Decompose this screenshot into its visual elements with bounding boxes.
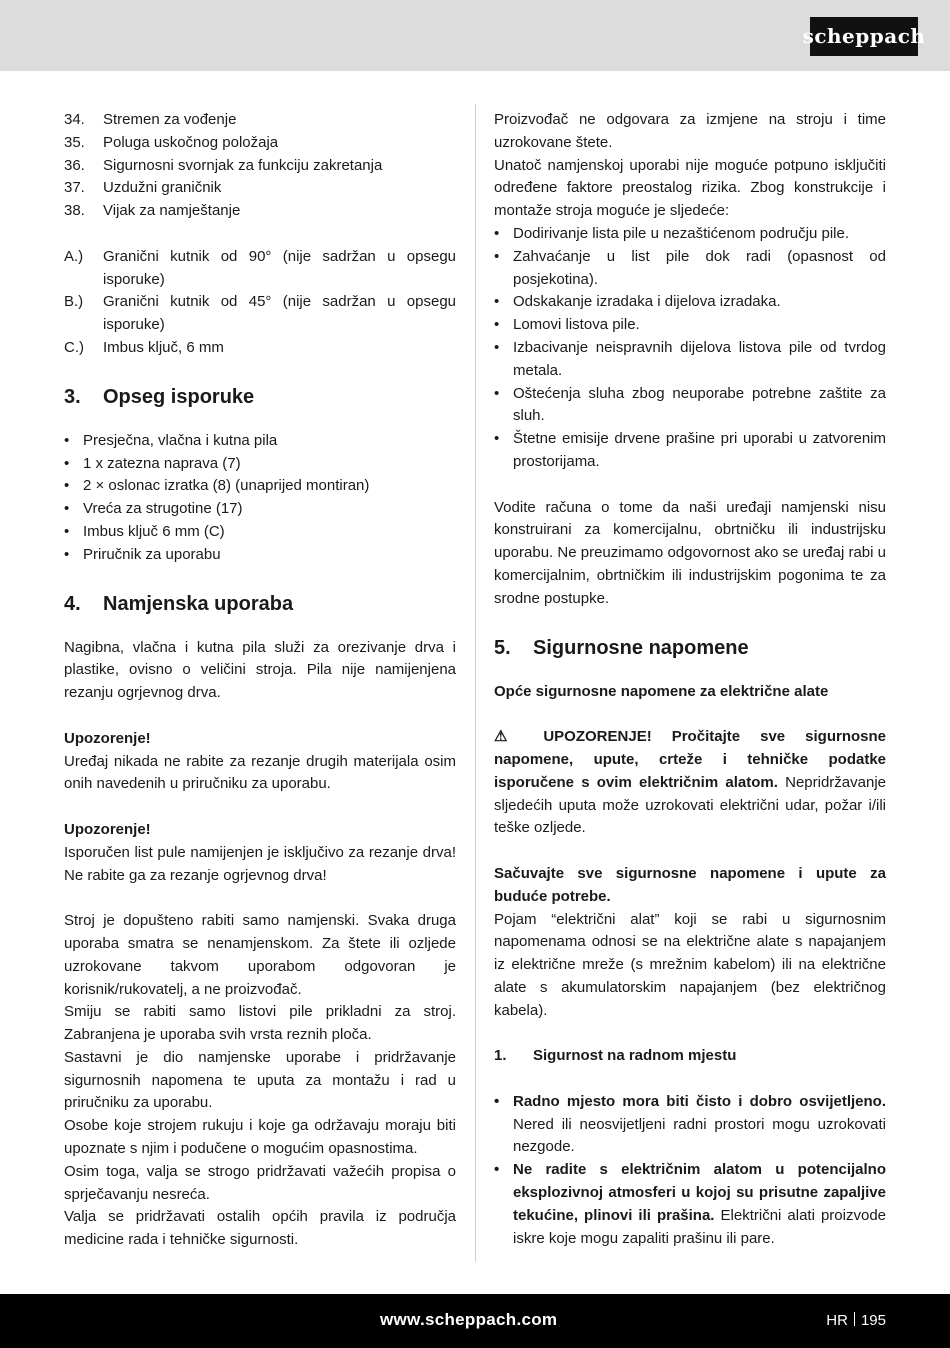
- bullet: •: [494, 293, 500, 311]
- body-paragraph: Osim toga, valja se strogo pridržavati važećih propisa o sprječavanju nesreća.: [64, 1162, 456, 1203]
- list-item: [494, 337, 886, 383]
- footer-bar: [0, 1294, 950, 1348]
- accessories-list-item: [64, 337, 456, 360]
- section-4-heading: [64, 591, 456, 617]
- item-bold-text: Radno mjesto mora biti čisto i dobro osvijetljeno.: [513, 1092, 886, 1110]
- logo-text: scheppach: [802, 24, 926, 49]
- warning-text: Isporučen list pule namijenjen je isključivo za rezanje drva! Ne rabite ga za rezanje ogrjevnog drva!: [64, 843, 456, 884]
- item-text: Oštećenja sluha zbog neuporabe potrebne zaštite za sluh.: [513, 384, 886, 425]
- item-text: Granični kutnik od 90° (nije sadržan u opsegu isporuke): [103, 247, 456, 288]
- parts-list-item: [64, 109, 456, 132]
- intended-use-paragraph: Nagibna, vlačna i kutna pila služi za orezivanje drva i plastike, ovisno o veličini stroja. Pila nije namijenjena rezanju ogrjevnog drva.: [64, 638, 456, 702]
- parts-list-item: [64, 155, 456, 178]
- item-text: Vreća za strugotine (17): [83, 500, 243, 518]
- item-text: 1 x zatezna naprava (7): [83, 454, 241, 472]
- item-number: 35.: [64, 133, 85, 151]
- bullet: •: [64, 454, 70, 472]
- item-text: Izbacivanje neispravnih dijelova listova pile od tvrdog metala.: [513, 338, 886, 379]
- item-number: 38.: [64, 202, 85, 220]
- item-text: 2 × oslonac izratka (8) (unaprijed montiran): [83, 477, 370, 495]
- warning-triangle-icon: ⚠: [494, 728, 524, 746]
- body-paragraph: Vodite računa o tome da naši uređaji namjenski nisu konstruirani za komercijalnu, obrtničku ili industrijsku uporabu. Ne preuzimamo odgovornost ako se uređaj rabi u komercijalnim, obrtničkim ili industrijskim pogonima te za srodne postupke.: [494, 498, 886, 607]
- accessories-list: [64, 246, 456, 360]
- accessories-list-item: [64, 291, 456, 337]
- item-letter: A.): [64, 247, 84, 265]
- separator: [854, 1312, 855, 1326]
- section-title: Opseg isporuke: [103, 385, 255, 408]
- item-text: Presječna, vlačna i kutna pila: [83, 431, 278, 449]
- item-number: 36.: [64, 156, 85, 174]
- warning-heading: Upozorenje!: [64, 729, 151, 747]
- body-paragraph: Unatoč namjenskoj uporabi nije moguće potpuno isključiti određene faktore preostalog rizika. Zbog konstrukcije i montaže stroja moguće je sljedeće:: [494, 156, 886, 220]
- item-text: Vijak za namještanje: [103, 202, 241, 220]
- bullet: •: [494, 224, 500, 242]
- item-text: Nered ili neosvijetljeni radni prostori mogu uzrokovati nezgode.: [513, 1115, 886, 1156]
- bullet: •: [494, 384, 500, 402]
- list-item: [64, 430, 456, 453]
- item-number: 34.: [64, 111, 85, 128]
- parts-list-item: [64, 177, 456, 200]
- subsection-title: Sigurnost na radnom mjestu: [533, 1047, 737, 1065]
- subsection-number: 1.: [494, 1047, 507, 1065]
- item-text: Lomovi listova pile.: [513, 316, 640, 334]
- item-text: Električni alati proizvode iskre koje mogu zapaliti prašinu ili pare.: [513, 1206, 887, 1247]
- item-text: Dodirivanje lista pile u nezaštićenom području pile.: [513, 224, 850, 242]
- residual-risks-list: [494, 223, 886, 474]
- body-paragraph: Osobe koje strojem rukuju i koje ga održavaju moraju biti upoznate s njim i podučene o mogućim opasnostima.: [64, 1117, 456, 1158]
- list-item: [64, 475, 456, 498]
- page-number: 195: [860, 1312, 886, 1329]
- bullet: •: [64, 522, 70, 540]
- list-item: [494, 291, 886, 314]
- body-paragraph: Smiju se rabiti samo listovi pile prikladni za stroj. Zabranjena je uporaba svih vrsta reznih ploča.: [64, 1003, 456, 1044]
- list-item: [494, 1091, 886, 1159]
- page-indicator: [826, 1310, 886, 1333]
- item-text: Sigurnosni svornjak za funkciju zakretanja: [103, 156, 383, 174]
- subsection-heading: [494, 1045, 886, 1068]
- item-text: Stremen za vođenje: [103, 111, 237, 128]
- item-text: Imbus ključ 6 mm (C): [83, 522, 225, 540]
- item-text: Zahvaćanje u list pile dok radi (opasnost od posjekotina).: [513, 247, 886, 288]
- item-letter: C.): [64, 338, 84, 356]
- section-subtitle: Opće sigurnosne napomene za električne alate: [494, 682, 829, 700]
- language-code: HR: [826, 1312, 848, 1329]
- list-item: [64, 498, 456, 521]
- delivery-scope-list: [64, 430, 456, 567]
- list-item: [494, 1159, 886, 1250]
- warning-bold-text: UPOZORENJE! Pročitajte sve sigurnosne napomene, upute, crteže i tehničke podatke isporučene s ovim električnim alatom.: [494, 728, 886, 791]
- bullet: •: [494, 247, 500, 265]
- item-text: Odskakanje izradaka i dijelova izradaka.: [513, 293, 781, 311]
- section-title: Sigurnosne napomene: [533, 636, 749, 659]
- list-item: [494, 223, 886, 246]
- list-item: [494, 314, 886, 337]
- item-text: Granični kutnik od 45° (nije sadržan u opsegu isporuke): [103, 293, 456, 334]
- parts-list-item: [64, 200, 456, 223]
- item-bold-text: Ne radite s električnim alatom u potencijalno eksplozivnoj atmosferi u kojoj su prisutne zapaljive tekućine, plinovi ili prašina.: [513, 1161, 886, 1224]
- list-item: [64, 521, 456, 544]
- bullet: •: [494, 1161, 500, 1179]
- section-3-heading: [64, 384, 456, 410]
- right-column: [494, 109, 886, 1250]
- keep-instructions-heading: Sačuvajte sve sigurnosne napomene i upute za buduće potrebe.: [494, 864, 886, 905]
- parts-list: [64, 109, 456, 223]
- bullet: •: [64, 431, 70, 449]
- section-5-heading: [494, 635, 886, 661]
- bullet: •: [64, 477, 70, 495]
- bullet: •: [64, 500, 70, 518]
- bullet: •: [494, 316, 500, 334]
- bullet: •: [494, 430, 500, 448]
- left-column: [64, 109, 456, 1252]
- item-number: 37.: [64, 179, 85, 197]
- body-paragraph: Proizvođač ne odgovara za izmjene na stroju i time uzrokovane štete.: [494, 111, 886, 151]
- warning-heading: Upozorenje!: [64, 820, 151, 838]
- bullet: •: [494, 338, 500, 356]
- body-paragraph: Stroj je dopušteno rabiti samo namjenski. Svaka druga uporaba smatra se nenamjenskom. Za štete ili ozljede uzrokovane takvom uporabom odgovoran je korisnik/rukovatelj, a ne proizvođač.: [64, 912, 456, 998]
- bullet: •: [494, 1092, 500, 1110]
- list-item: [64, 453, 456, 476]
- bullet: •: [64, 545, 70, 563]
- section-number: 5.: [494, 636, 511, 659]
- item-text: Uzdužni graničnik: [103, 179, 222, 197]
- item-letter: B.): [64, 293, 84, 311]
- section-number: 3.: [64, 385, 81, 408]
- body-paragraph: Pojam “električni alat” koji se rabi u sigurnosnim napomenama odnosi se na električne alate s napajanjem iz električne mreže (s mrežnim kabelom) ili na električne alate s akumulatorskim napajanjem (bez električnog kabela).: [494, 910, 886, 1019]
- item-text: Štetne emisije drvene prašine pri uporabi u zatvorenim prostorijama.: [513, 430, 886, 470]
- warning-text: Nepridržavanje sljedećih uputa može uzrokovati električni udar, požar i/ili teške ozljede.: [494, 773, 886, 837]
- item-text: Imbus ključ, 6 mm: [103, 338, 224, 356]
- body-paragraph: Sastavni je dio namjenske uporabe i pridržavanje sigurnosnih napomena te uputa za montažu i rad u priručniku za uporabu.: [64, 1048, 456, 1112]
- scheppach-logo: [802, 17, 926, 56]
- section-title: Namjenska uporaba: [103, 592, 294, 615]
- website-link[interactable]: www.scheppach.com: [380, 1310, 558, 1329]
- accessories-list-item: [64, 246, 456, 292]
- item-text: Priručnik za uporabu: [83, 545, 221, 563]
- list-item: [494, 428, 886, 474]
- workplace-safety-list: [494, 1091, 886, 1251]
- list-item: [494, 383, 886, 429]
- warning-paragraph: [494, 726, 886, 840]
- list-item: [64, 544, 456, 567]
- section-number: 4.: [64, 592, 81, 615]
- body-paragraph: Valja se pridržavati ostalih općih pravila iz područja medicine rada i tehničke sigurnosti.: [64, 1208, 456, 1249]
- item-text: Poluga uskočnog položaja: [103, 133, 279, 151]
- column-divider: [475, 104, 476, 1262]
- parts-list-item: [64, 132, 456, 155]
- list-item: [494, 246, 886, 292]
- warning-text: Uređaj nikada ne rabite za rezanje drugih materijala osim onih navedenih u priručniku za uporabu.: [64, 752, 456, 793]
